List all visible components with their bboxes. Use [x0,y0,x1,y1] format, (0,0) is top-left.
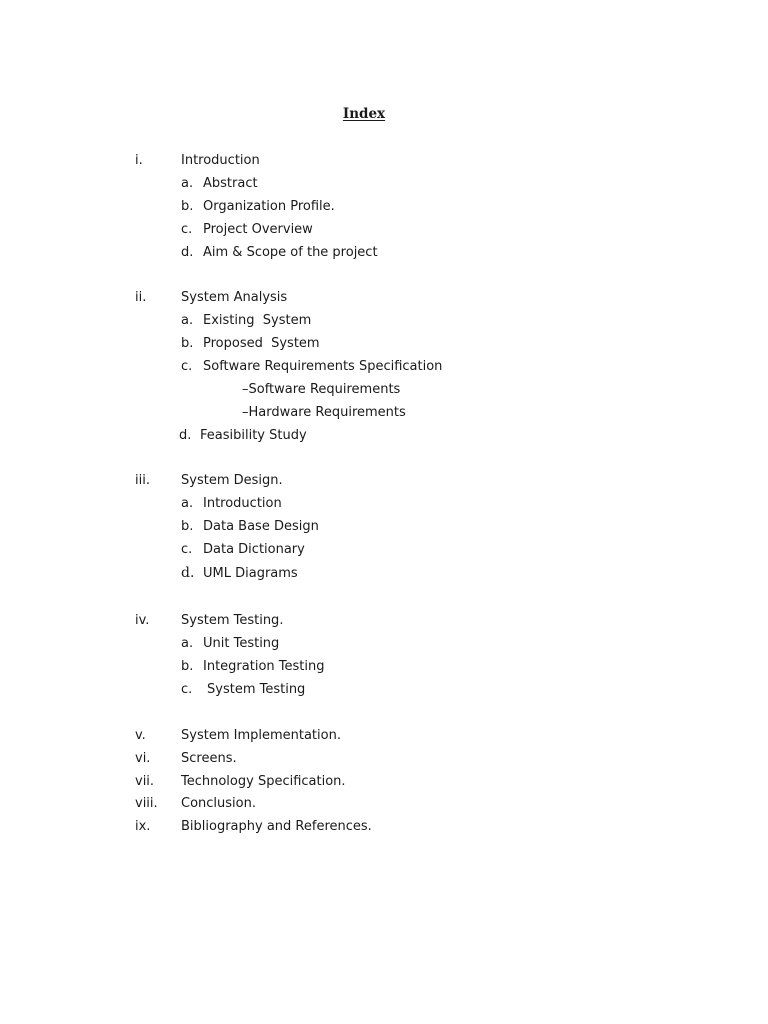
item-letter: b. [181,336,194,351]
section-numeral: vii. [135,774,155,789]
section-numeral: vi. [135,751,151,766]
item-letter: c. [181,222,193,237]
section-title: System Design. [181,473,283,488]
item-text: Existing System [203,313,312,328]
page-title: Index [342,106,386,122]
section-title: Introduction [181,153,260,168]
section-title: System Testing. [181,613,284,628]
section-title: Screens. [181,751,237,766]
item-text: Organization Profile. [203,199,335,214]
item-letter: a. [181,313,194,328]
sub-item-text: –Software Requirements [242,382,401,397]
item-letter: a. [181,636,194,651]
section-title: Conclusion. [181,796,256,811]
section-numeral: v. [135,728,146,743]
item-letter: d. [181,565,195,581]
section-numeral: ix. [135,819,151,834]
item-letter: d. [179,428,192,443]
section-numeral: ii. [135,290,147,305]
section-title: Bibliography and References. [181,819,372,834]
item-text: Abstract [203,176,258,191]
item-letter: a. [181,176,194,191]
section-numeral: viii. [135,796,158,811]
section-title: System Analysis [181,290,288,305]
item-letter: d. [181,245,194,260]
item-text: Feasibility Study [200,428,307,443]
item-text: Proposed System [203,336,320,351]
section-title: System Implementation. [181,728,341,743]
item-letter: a. [181,496,194,511]
section-numeral: iii. [135,473,150,488]
item-text: Software Requirements Specification [203,359,443,374]
item-letter: b. [181,659,194,674]
item-letter: c. [181,682,193,697]
item-text: UML Diagrams [203,566,298,581]
section-title: Technology Specification. [181,774,346,789]
item-letter: c. [181,542,193,557]
item-letter: c. [181,359,193,374]
item-text: Introduction [203,496,282,511]
sub-item-text: –Hardware Requirements [242,405,406,420]
item-letter: b. [181,199,194,214]
item-text: Unit Testing [203,636,280,651]
item-text: Project Overview [203,222,313,237]
item-text: System Testing [207,682,306,697]
item-text: Aim & Scope of the project [203,245,378,260]
item-text: Data Dictionary [203,542,305,557]
item-text: Data Base Design [203,519,319,534]
item-letter: b. [181,519,194,534]
section-numeral: i. [135,153,143,168]
section-numeral: iv. [135,613,150,628]
item-text: Integration Testing [203,659,325,674]
